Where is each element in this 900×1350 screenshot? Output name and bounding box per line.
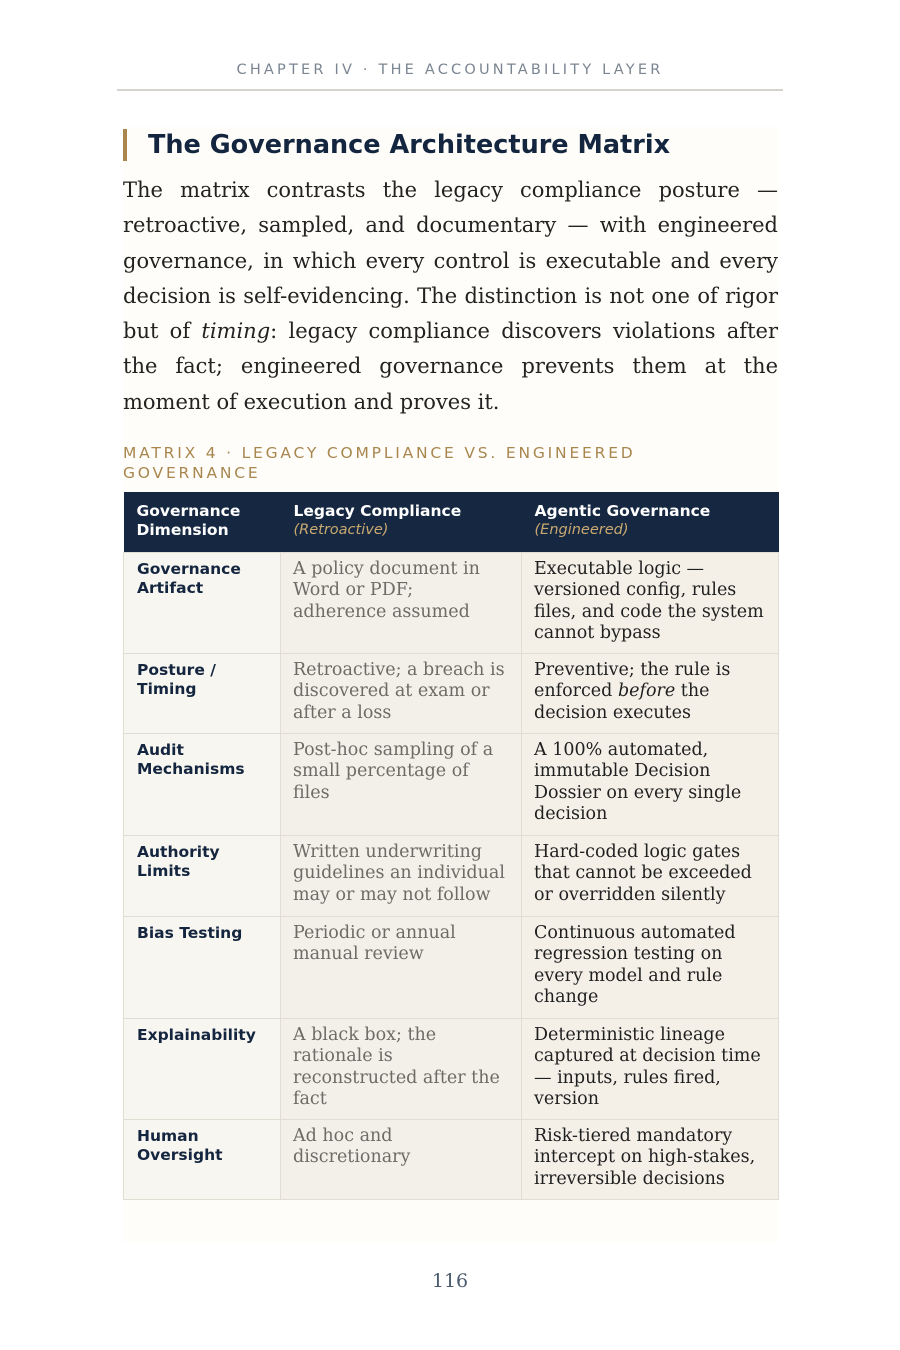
agentic-cell: Hard-coded logic gates that cannot be exceeded or overridden silently [522,835,779,916]
dimension-cell: Authority Limits [124,835,281,916]
dimension-cell: Bias Testing [124,916,281,1018]
header-legacy-sub: (Retroactive) [293,522,389,538]
legacy-cell: Periodic or annual manual review [281,916,522,1018]
table-row [124,916,779,1018]
agentic-emphasis: before [617,681,676,701]
agentic-cell: Executable logic — versioned config, rules files, and code the system cannot bypass [522,552,779,653]
agentic-cell: Deterministic lineage captured at decision time — inputs, rules fired, version [522,1018,779,1119]
matrix-caption: MATRIX 4 · LEGACY COMPLIANCE VS. ENGINEERED GOVERNANCE [123,444,636,482]
agentic-cell: Continuous automated regression testing on every model and rule change [522,916,779,1018]
header-agentic-sub: (Engineered) [534,522,629,538]
agentic-cell: Risk-tiered mandatory intercept on high-stakes, irreversible decisions [522,1119,779,1199]
legacy-cell: Retroactive; a breach is discovered at exam or after a loss [281,653,522,733]
table-row [124,835,779,916]
legacy-cell: A black box; the rationale is reconstructed after the fact [281,1018,522,1119]
intro-text-2: : legacy compliance discovers violations after the fact; engineered governance prevents them at the moment of execution and proves it. [123,319,778,414]
table-row [124,1018,779,1119]
header-agentic-label: Agentic Governance [534,502,711,520]
header-legacy [281,492,522,552]
table-row [124,653,779,733]
intro-text-1: The matrix contrasts the legacy compliance posture — retroactive, sampled, and documentary — with engineered governance, in which every control is executable and every decision is self-evidencing. The distinction is not one of rigor but of [123,178,778,344]
table-header-row [124,492,779,552]
dimension-cell: Posture / Timing [124,653,281,733]
table-row [124,1119,779,1199]
agentic-text-post: the decision executes [534,681,710,723]
content-panel [123,127,778,1242]
header-legacy-label: Legacy Compliance [293,502,462,520]
dimension-cell: Human Oversight [124,1119,281,1199]
running-head: CHAPTER IV · THE ACCOUNTABILITY LAYER [236,62,664,78]
table-row [124,733,779,835]
agentic-text-pre: Preventive; the rule is enforced [534,659,731,701]
governance-matrix-table [123,492,779,1200]
header-divider [117,89,783,91]
header-agentic [522,492,779,552]
legacy-cell: Written underwriting guidelines an individual may or may not follow [281,835,522,916]
legacy-cell: Ad hoc and discretionary [281,1119,522,1199]
legacy-cell: Post-hoc sampling of a small percentage of files [281,733,522,835]
intro-paragraph [123,173,778,420]
dimension-cell: Explainability [124,1018,281,1119]
header-dimension-label: Governance Dimension [136,502,241,539]
legacy-cell: A policy document in Word or PDF; adherence assumed [281,552,522,653]
page-number: 116 [431,1270,469,1292]
table-row [124,552,779,653]
section-title: The Governance Architecture Matrix [123,129,670,161]
agentic-cell: A 100% automated, immutable Decision Dossier on every single decision [522,733,779,835]
header-dimension [124,492,281,552]
intro-emphasis: timing [201,319,271,344]
dimension-cell: Governance Artifact [124,552,281,653]
dimension-cell: Audit Mechanisms [124,733,281,835]
agentic-cell [522,653,779,733]
